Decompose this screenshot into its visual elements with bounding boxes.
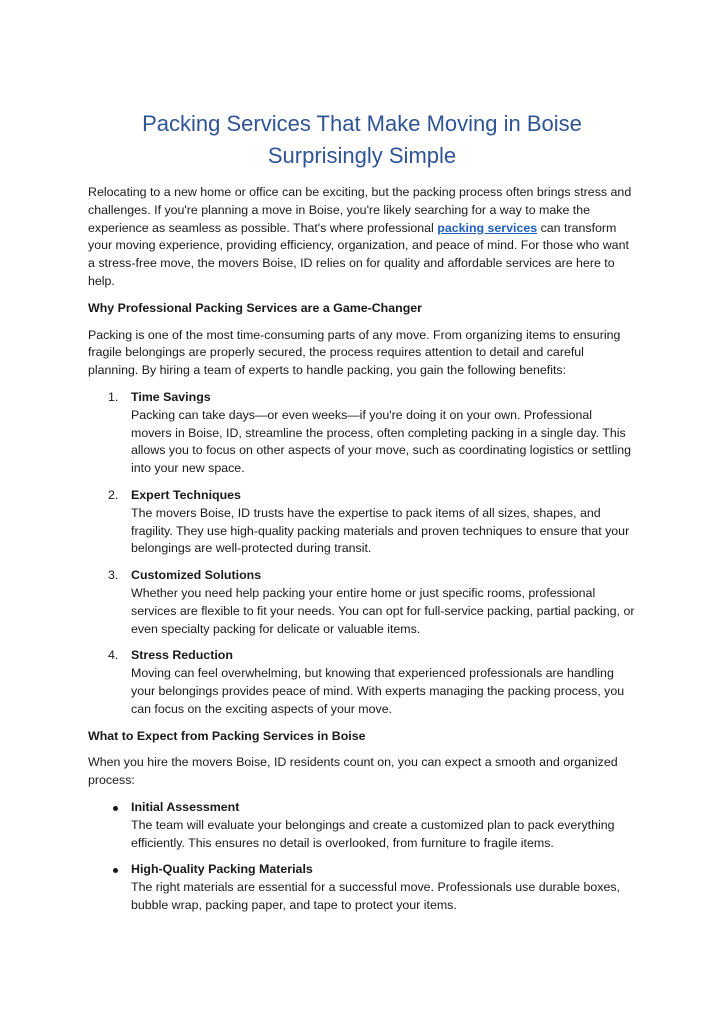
list-number: 3.	[108, 568, 119, 583]
list-item-text: The right materials are essential for a successful move. Professionals use durable boxes, bubble wrap, packing paper, and tape to protect your items.	[131, 880, 620, 912]
list-item-title: Initial Assessment	[131, 799, 240, 814]
list-item-text: The team will evaluate your belongings and create a customized plan to pack everything efficiently. This ensures no detail is overlooked, from furniture to fragile items.	[131, 817, 615, 850]
list-number: 2.	[108, 487, 119, 502]
list-number: 1.	[108, 389, 119, 404]
list-item-text: Moving can feel overwhelming, but knowing that experienced professionals are handling your belongings provides peace of mind. With experts managing the packing process, you can focus on the exciting aspects of your move.	[131, 666, 625, 716]
section2-heading: What to Expect from Packing Services in Boise	[88, 728, 366, 743]
list-item	[88, 799, 636, 852]
list-number: 4.	[108, 648, 119, 663]
list-item	[88, 647, 636, 718]
bullet-icon	[113, 868, 118, 873]
packing-services-link[interactable]: packing services	[437, 220, 538, 235]
list-item-text: The movers Boise, ID trusts have the expertise to pack items of all sizes, shapes, and fragility. They use high-quality packing materials and proven techniques to ensure that your belongings are well-protected during transit.	[131, 505, 630, 556]
bullet-icon	[113, 806, 118, 811]
list-item-text: Whether you need help packing your entire home or just specific rooms, professional services are flexible to fit your needs. You can opt for full-service packing, partial packing, or even specialty packing for delicate or valuable items.	[131, 585, 635, 636]
intro-text-before: Relocating to a new home or office can be exciting, but the packing process often brings stress and challenges. If you're planning a move in Boise, you're likely searching for a way to make the experience as seamless as possible. That's where professional	[88, 185, 632, 235]
section1-heading: Why Professional Packing Services are a Game-Changer	[88, 300, 422, 315]
section2-paragraph: When you hire the movers Boise, ID residents count on, you can expect a smooth and organized process:	[88, 755, 618, 788]
list-item-title: Time Savings	[131, 389, 211, 404]
intro-paragraph	[88, 184, 636, 291]
list-item	[88, 861, 636, 914]
page-title: Packing Services That Make Moving in Boise Surprisingly Simple	[142, 111, 582, 168]
section1-paragraph: Packing is one of the most time-consuming parts of any move. From organizing items to ensuring fragile belongings are properly secured, the process requires attention to detail and careful planning. By hiring a team of experts to handle packing, you gain the following benefits:	[88, 327, 621, 378]
expectations-list	[88, 799, 636, 915]
list-item	[88, 389, 636, 478]
list-item-text: Packing can take days—or even weeks—if you're doing it on your own. Professional movers in Boise, ID, streamline the process, often completing packing in a single day. This allows you to focus on other aspects of your move, such as coordinating logistics or settling into your new space.	[131, 407, 632, 476]
benefits-list	[88, 389, 636, 719]
list-item	[88, 487, 636, 558]
document-page	[88, 108, 636, 924]
list-item	[88, 567, 636, 638]
list-item-title: High-Quality Packing Materials	[131, 862, 313, 877]
list-item-title: Expert Techniques	[131, 487, 241, 502]
list-item-title: Stress Reduction	[131, 648, 233, 663]
list-item-title: Customized Solutions	[131, 568, 262, 583]
intro-text-after: can transform your moving experience, providing efficiency, organization, and peace of mind. For those who want a stress-free move, the movers Boise, ID relies on for quality and affordable services are here to help.	[88, 220, 629, 288]
